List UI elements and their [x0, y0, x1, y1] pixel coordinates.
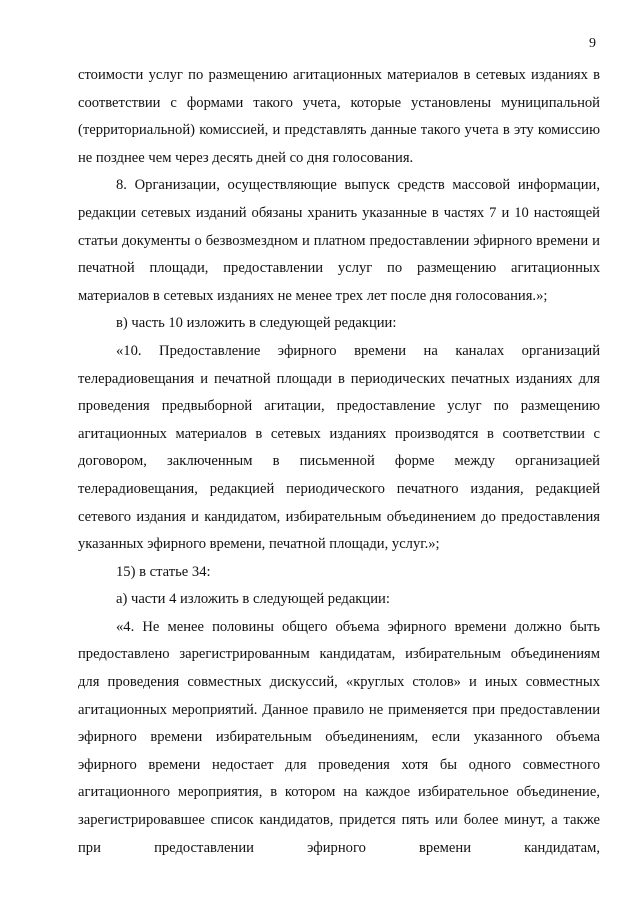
paragraph-5: 15) в статье 34:: [116, 563, 211, 580]
paragraph-2: 8. Организации, осуществляющие выпуск средств массовой информации, редакции сетевых изданий обязаны хранить указанные в частях 7 и 10 настоящей статьи документы о безвозмездном и платном предоставлении эфирного времени и печатной площади, предоставлении услуг по размещению агитационных материалов в сетевых изданиях не менее трех лет после дня голосования.»;: [78, 177, 600, 304]
paragraph-7: «4. Не менее половины общего объема эфирного времени должно быть предоставлено зарегистрированным кандидатам, избирательным объединениям для проведения совместных дискуссий, «круглых столов» и иных совместных агитационных мероприятий. Данное правило не применяется при предоставлении эфирного времени избирательным объединениям, если указанного объема эфирного времени недостает для проведения хотя бы одного совместного агитационного мероприятия, в котором на каждое избирательное объединение, зарегистрировавшее список кандидатов, придется пять или более минут, а также при предоставлении эфирного времени кандидатам,: [78, 618, 600, 856]
paragraph-6: а) части 4 изложить в следующей редакции:: [116, 591, 390, 608]
paragraph-3: в) часть 10 изложить в следующей редакции:: [116, 315, 397, 332]
paragraph-4: «10. Предоставление эфирного времени на каналах организаций телерадиовещания и печатной площади в периодических печатных изданиях для проведения предвыборной агитации, предоставление услуг по размещению агитационных материалов в сетевых изданиях производятся в соответствии с договором, заключенным в письменной форме между организацией телерадиовещания, редакцией периодического печатного издания, редакцией сетевого издания и кандидатом, избирательным объединением до предоставления указанных эфирного времени, печатной площади, услуг.»;: [78, 342, 600, 553]
paragraph-1: стоимости услуг по размещению агитационных материалов в сетевых изданиях в соответствии с формами такого учета, которые установлены муниципальной (территориальной) комиссией, и представлять данные такого учета в эту комиссию не позднее чем через десять дней со дня голосования.: [78, 67, 600, 166]
page-number: 9: [589, 36, 596, 51]
document-body: [78, 62, 600, 862]
